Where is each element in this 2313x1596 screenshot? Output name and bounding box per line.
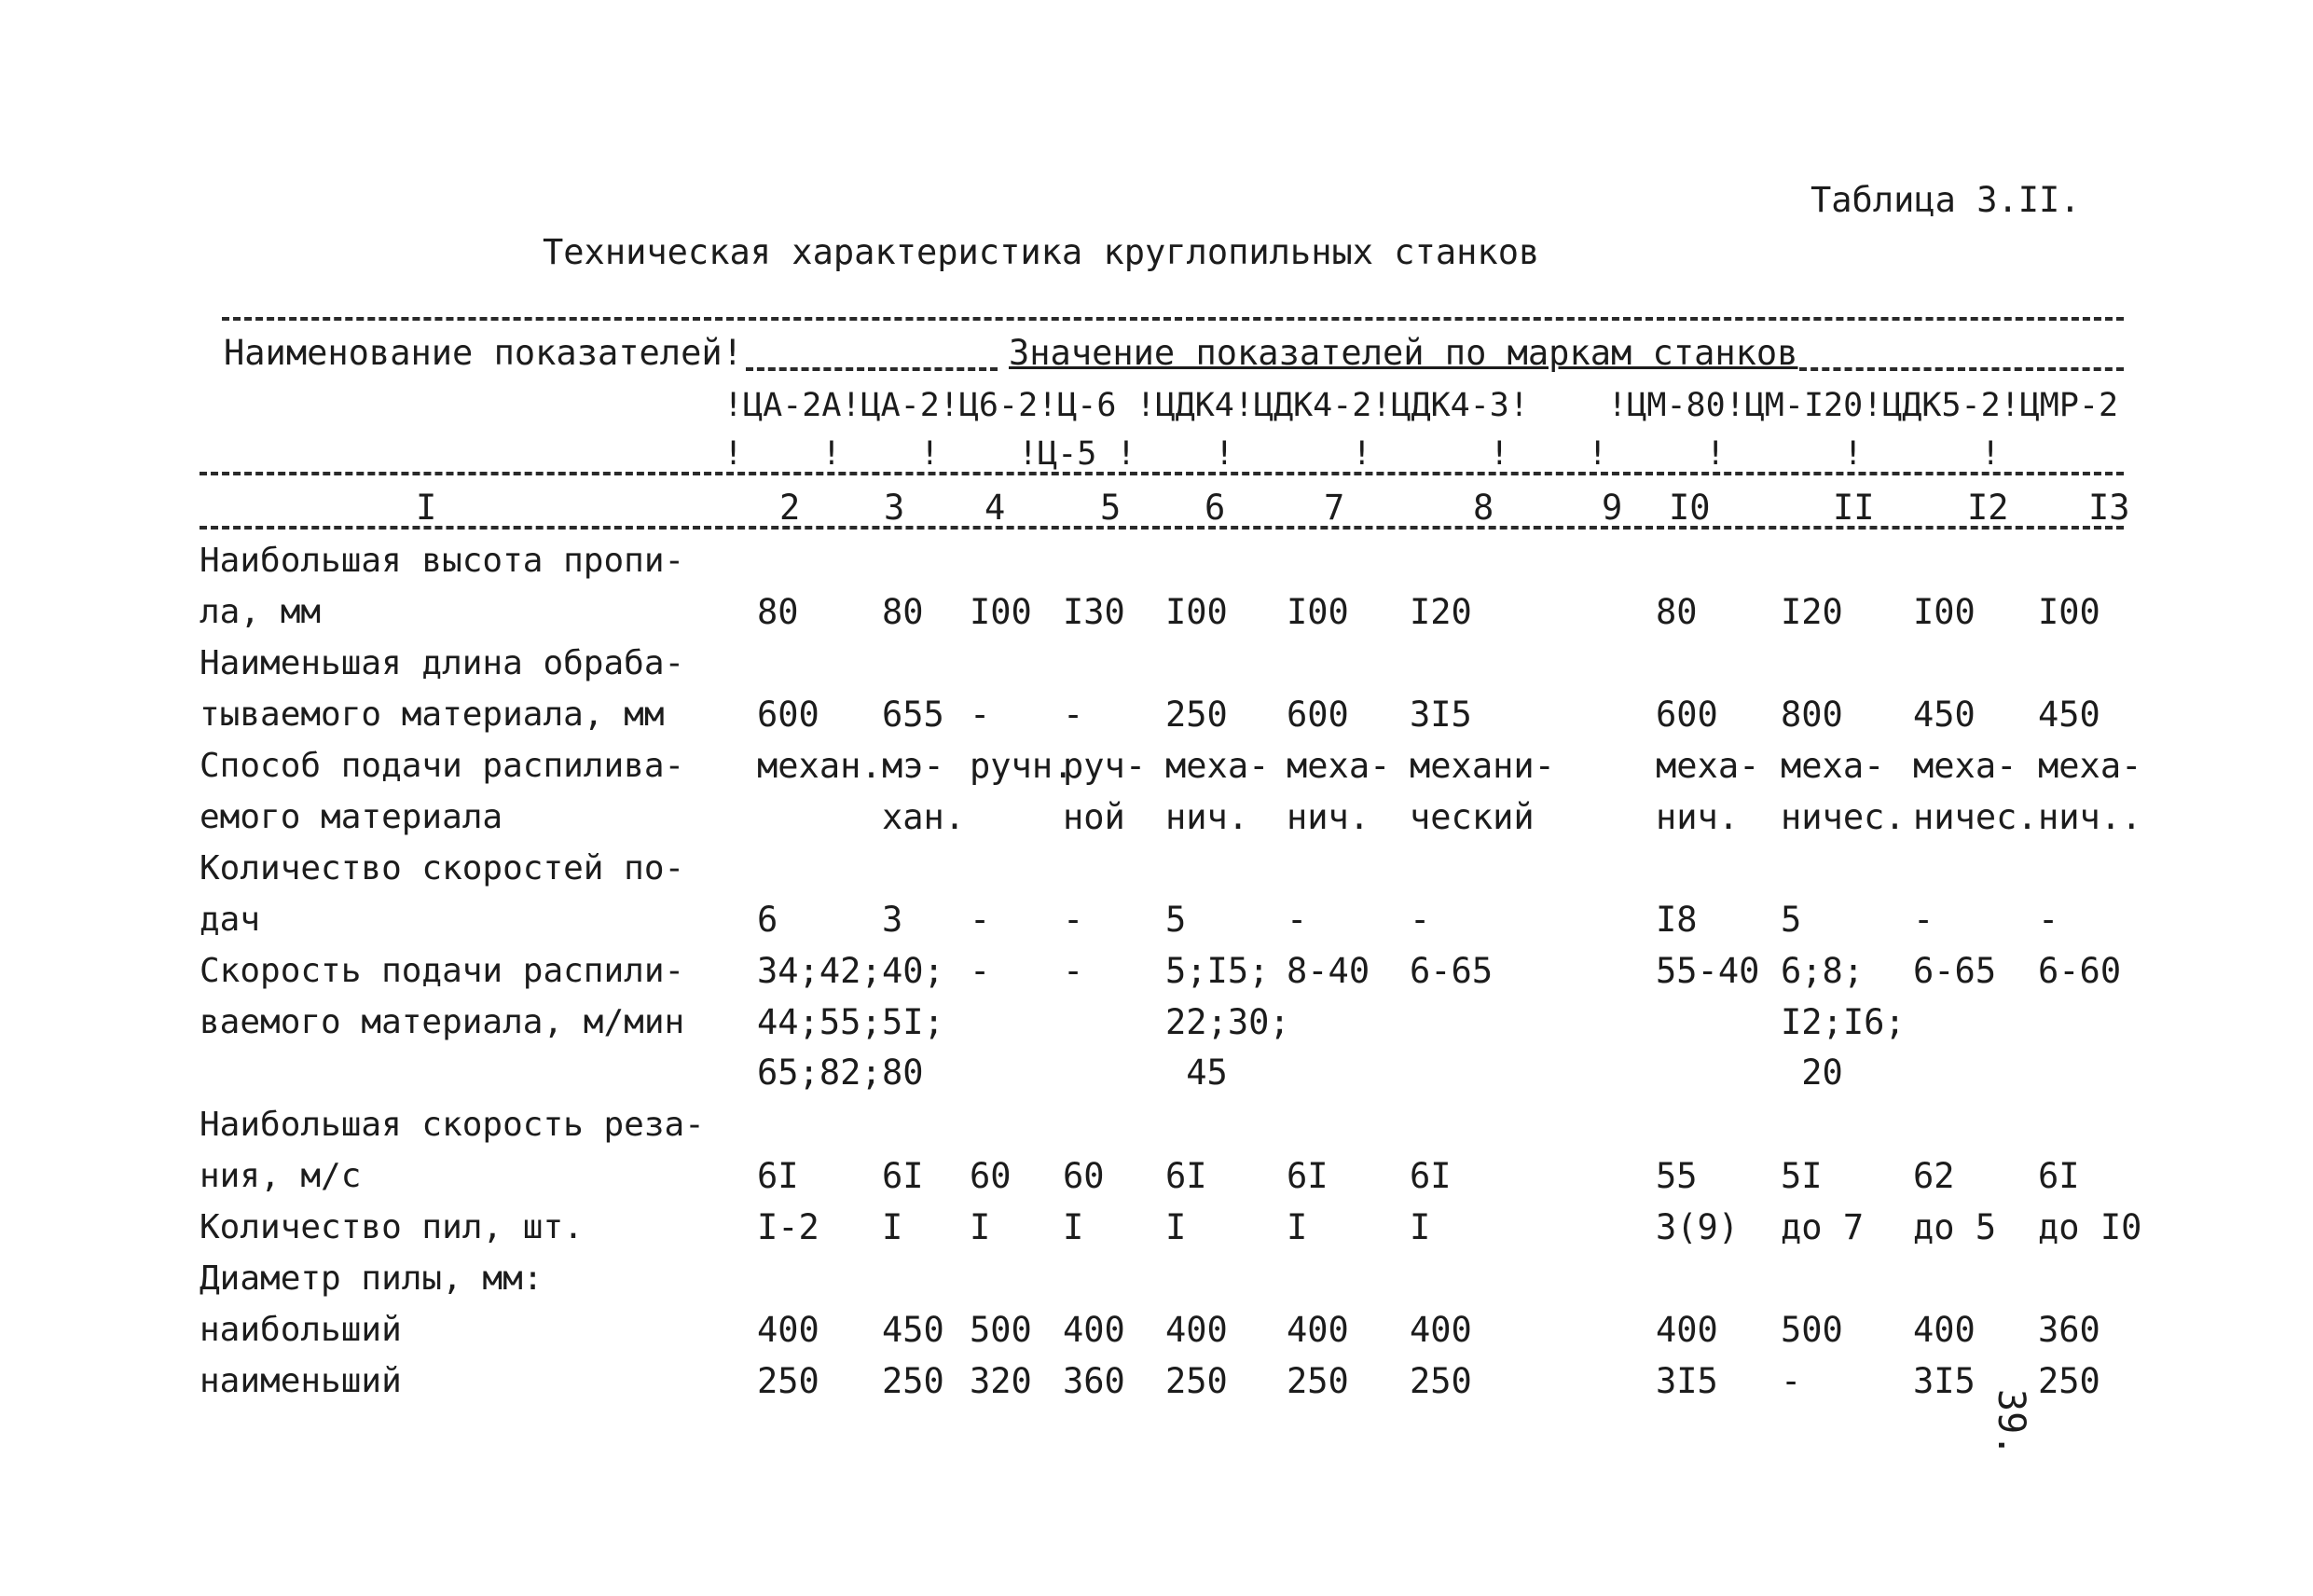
row-label: Количество скоростей по- [200, 849, 685, 887]
value-cell: - [1913, 899, 1934, 940]
row-label: емого материала [200, 797, 503, 836]
column-number: I [416, 488, 437, 528]
value-cell: 450 [1913, 694, 1976, 735]
value-cell: меха- [1287, 746, 1391, 786]
value-cell: - [1063, 951, 1084, 991]
value-cell: меха- [1165, 746, 1270, 786]
column-number: I0 [1669, 488, 1711, 528]
value-cell: 22;30; [1165, 1001, 1290, 1042]
value-cell: 65;82; [757, 1053, 882, 1093]
value-cell: - [970, 694, 991, 735]
value-cell: - [1781, 1361, 1802, 1401]
value-cell: мэ- [882, 746, 944, 786]
value-cell: нич.. [2038, 796, 2142, 837]
column-number: 3 [884, 488, 905, 528]
value-cell: I00 [970, 591, 1032, 632]
value-cell: 80 [882, 1053, 924, 1093]
value-cell: 55-40 [1656, 951, 1760, 991]
value-cell: 500 [970, 1310, 1032, 1350]
value-cell: 6;8; [1781, 951, 1865, 991]
value-cell: 5 [1165, 899, 1187, 940]
value-cell: 3I5 [1410, 694, 1472, 735]
value-cell: 5 [1781, 899, 1802, 940]
value-cell: 6I [1287, 1155, 1329, 1196]
value-cell: I [1410, 1207, 1431, 1247]
value-cell: I [1063, 1207, 1084, 1247]
value-cell: 44;55; [757, 1001, 882, 1042]
rule-top [222, 317, 2124, 321]
value-cell: I30 [1063, 591, 1125, 632]
row-label: Наибольшая скорость реза- [200, 1106, 705, 1144]
column-number: II [1833, 488, 1875, 528]
value-cell: 40; [882, 951, 944, 991]
value-cell: 600 [1287, 694, 1349, 735]
value-cell: I-2 [757, 1207, 819, 1247]
value-cell: 6I [1165, 1155, 1207, 1196]
value-cell: - [1410, 899, 1431, 940]
value-cell: 20 [1781, 1053, 1843, 1093]
value-cell: меха- [1781, 746, 1885, 786]
value-cell: 400 [1287, 1310, 1349, 1350]
value-cell: 3(9) [1656, 1207, 1740, 1247]
value-cell: ничес. [1913, 796, 2038, 837]
value-cell: I00 [2038, 591, 2100, 632]
value-cell: 250 [1287, 1361, 1349, 1401]
row-label: дач [200, 900, 261, 939]
table-label: Таблица 3.II. [1810, 180, 2081, 220]
row-label: Количество пил, шт. [200, 1208, 584, 1246]
header-subline: ! ! ! !Ц-5 ! ! ! ! ! ! ! ! [723, 435, 2001, 473]
rule-group-right [1799, 367, 2124, 371]
row-label: ла, мм [200, 592, 322, 631]
value-cell: 6-65 [1410, 951, 1494, 991]
row-label: Диаметр пилы, мм: [200, 1259, 544, 1298]
value-cell: 250 [1165, 1361, 1228, 1401]
value-cell: I20 [1781, 591, 1843, 632]
column-number: I3 [2088, 488, 2130, 528]
header-group-label: Значение показателей по маркам станков [1009, 333, 1798, 373]
row-label: Наибольшая высота пропи- [200, 542, 685, 580]
value-cell: 5;I5; [1165, 951, 1270, 991]
value-cell: 250 [2038, 1361, 2100, 1401]
page-number: 39. [1989, 1389, 2032, 1457]
value-cell: - [1063, 899, 1084, 940]
value-cell: 60 [970, 1155, 1012, 1196]
value-cell: 34;42; [757, 951, 882, 991]
value-cell: руч- [1063, 746, 1147, 786]
value-cell: ческий [1410, 796, 1535, 837]
header-name-column: Наименование показателей! [224, 333, 743, 373]
value-cell: до 7 [1781, 1207, 1865, 1247]
column-number: 8 [1473, 488, 1494, 528]
value-cell: - [1287, 899, 1308, 940]
rule-mid [200, 472, 2124, 475]
value-cell: 600 [1656, 694, 1718, 735]
value-cell: 6 [757, 899, 778, 940]
rule-bottom [200, 526, 2124, 530]
row-label: ния, м/с [200, 1156, 362, 1195]
value-cell: I8 [1656, 899, 1698, 940]
value-cell: 3 [882, 899, 903, 940]
value-cell: ной [1063, 796, 1125, 837]
row-label: Способ подачи распилива- [200, 747, 685, 785]
table-title: Техническая характеристика круглопильных станков [543, 232, 1540, 272]
value-cell: 655 [882, 694, 944, 735]
column-number: 6 [1205, 488, 1226, 528]
value-cell: 400 [1656, 1310, 1718, 1350]
value-cell: 5I [1781, 1155, 1823, 1196]
value-cell: 250 [1165, 694, 1228, 735]
value-cell: 6I [1410, 1155, 1452, 1196]
value-cell: - [970, 951, 991, 991]
column-number: I2 [1967, 488, 2009, 528]
column-number: 4 [984, 488, 1006, 528]
value-cell: 400 [757, 1310, 819, 1350]
value-cell: 55 [1656, 1155, 1698, 1196]
row-label: Скорость подачи распили- [200, 952, 685, 990]
value-cell: 80 [757, 591, 799, 632]
value-cell: 360 [2038, 1310, 2100, 1350]
column-number: 5 [1100, 488, 1122, 528]
value-cell: - [1063, 694, 1084, 735]
value-cell: I20 [1410, 591, 1472, 632]
value-cell: 320 [970, 1361, 1032, 1401]
value-cell: 400 [1410, 1310, 1472, 1350]
value-cell: 6-60 [2038, 951, 2122, 991]
value-cell: I [1287, 1207, 1308, 1247]
value-cell: 45 [1165, 1053, 1228, 1093]
column-number: 7 [1324, 488, 1345, 528]
value-cell: нич. [1287, 796, 1370, 837]
value-cell: 250 [757, 1361, 819, 1401]
value-cell: 250 [1410, 1361, 1472, 1401]
value-cell: 6I [757, 1155, 799, 1196]
value-cell: до 5 [1913, 1207, 1997, 1247]
row-label: наибольший [200, 1311, 402, 1349]
value-cell: ручн. [970, 746, 1074, 786]
value-cell: 400 [1063, 1310, 1125, 1350]
value-cell: 80 [882, 591, 924, 632]
value-cell: I00 [1913, 591, 1976, 632]
value-cell: 3I5 [1656, 1361, 1718, 1401]
value-cell: 450 [882, 1310, 944, 1350]
value-cell: механ. [757, 746, 882, 786]
row-label: Наименьшая длина обраба- [200, 644, 685, 682]
value-cell: 60 [1063, 1155, 1105, 1196]
value-cell: хан. [882, 796, 966, 837]
value-cell: I [882, 1207, 903, 1247]
value-cell: 600 [757, 694, 819, 735]
value-cell: механи- [1410, 746, 1555, 786]
value-cell: 400 [1165, 1310, 1228, 1350]
value-cell: 62 [1913, 1155, 1955, 1196]
value-cell: до I0 [2038, 1207, 2142, 1247]
value-cell: 6I [882, 1155, 924, 1196]
value-cell: нич. [1165, 796, 1249, 837]
value-cell: меха- [1913, 746, 2017, 786]
value-cell: 800 [1781, 694, 1843, 735]
value-cell: I [1165, 1207, 1187, 1247]
rule-group-left [746, 367, 998, 371]
header-brands: !ЦА-2А!ЦА-2!Ц6-2!Ц-6 !ЦДК4!ЦДК4-2!ЦДК4-3! !ЦМ-80!ЦМ-I20!ЦДК5-2!ЦМР-2 [723, 387, 2119, 424]
column-number: 2 [779, 488, 801, 528]
value-cell: 360 [1063, 1361, 1125, 1401]
value-cell: меха- [1656, 746, 1760, 786]
value-cell: меха- [2038, 746, 2142, 786]
value-cell: 6I [2038, 1155, 2080, 1196]
value-cell: I00 [1287, 591, 1349, 632]
value-cell: 450 [2038, 694, 2100, 735]
value-cell: 8-40 [1287, 951, 1370, 991]
value-cell: - [2038, 899, 2059, 940]
value-cell: 6-65 [1913, 951, 1997, 991]
value-cell: 500 [1781, 1310, 1843, 1350]
value-cell: 80 [1656, 591, 1698, 632]
row-label: тываемого материала, мм [200, 695, 665, 734]
value-cell: 250 [882, 1361, 944, 1401]
value-cell: 5I; [882, 1001, 944, 1042]
value-cell: I00 [1165, 591, 1228, 632]
value-cell: I [970, 1207, 991, 1247]
row-label: ваемого материала, м/мин [200, 1002, 685, 1041]
value-cell: - [970, 899, 991, 940]
value-cell: I2;I6; [1781, 1001, 1906, 1042]
value-cell: 3I5 [1913, 1361, 1976, 1401]
column-number: 9 [1602, 488, 1623, 528]
value-cell: ничес. [1781, 796, 1906, 837]
value-cell: нич. [1656, 796, 1740, 837]
row-label: наименьший [200, 1362, 402, 1400]
value-cell: 400 [1913, 1310, 1976, 1350]
